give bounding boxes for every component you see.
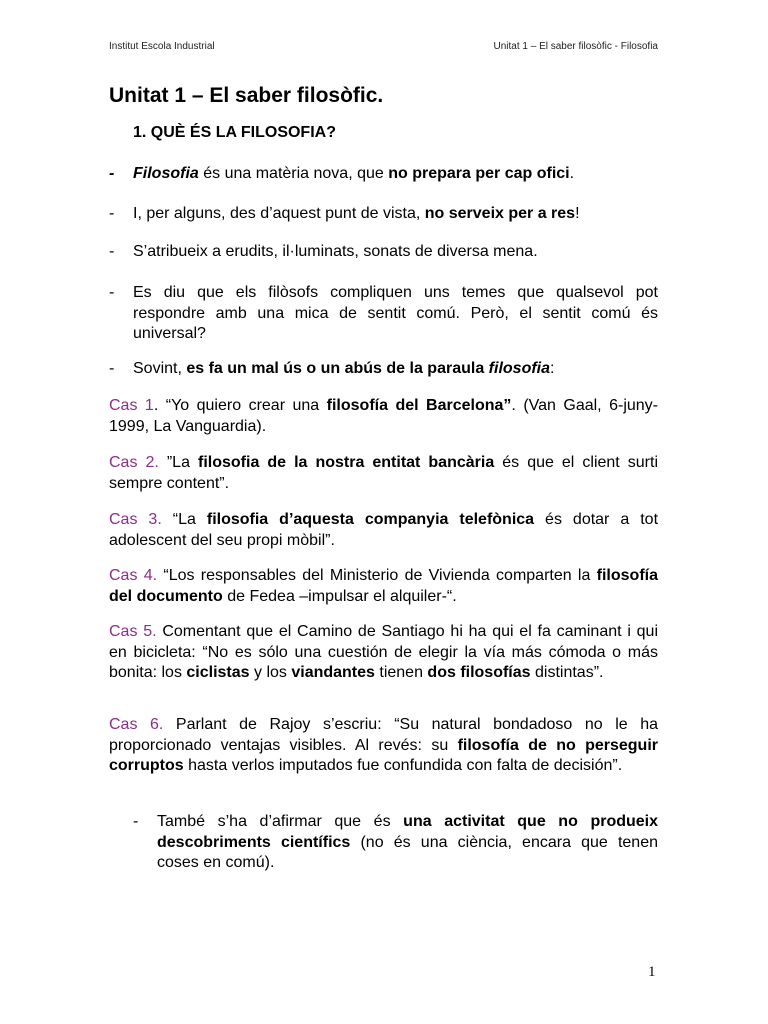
case-text: Comentant que el Camino de Santiago hi ha qui el fa caminant i qui en bicicleta: “No es sólo una cuestión de elegir la vía más cómoda o más bonita: los (109, 623, 658, 681)
bullet-item (109, 164, 658, 185)
case-paragraph (109, 622, 658, 684)
case-emphasis: filosofia de la nostra entitat bancària (198, 454, 495, 471)
case-emphasis: filosofía de no perseguir corruptos (109, 736, 659, 774)
case-emphasis: filosofia d’aquesta companyia telefònica (206, 511, 535, 528)
bullet-text: I, per alguns, des d’aquest punt de vista, (133, 205, 425, 222)
case-text: és dotar a tot adolescent del seu propi mòbil”. (109, 511, 659, 549)
case-paragraph (109, 510, 658, 551)
case-paragraph (109, 566, 658, 607)
bullet-term: Filosofia (133, 165, 199, 182)
bullet-text: També s’ha d’afirmar que és (157, 813, 404, 830)
case-paragraph (109, 715, 658, 777)
case-label: Cas 5. (109, 623, 157, 640)
header-institution: Institut Escola Industrial (109, 41, 215, 52)
bullet-text: . (569, 165, 575, 182)
bullet-item (109, 242, 658, 263)
bullet-text: és una matèria nova, que (198, 165, 389, 182)
bullet-text: (no és una ciència, encara que tenen coses en comú). (157, 833, 658, 871)
case-label: Cas 4. (109, 567, 158, 584)
bullet-item (133, 812, 658, 874)
bullet-emphasis: no prepara per cap ofici (388, 165, 570, 182)
case-text: . “Yo quiero crear una (153, 397, 327, 414)
bullet-dash: - (109, 205, 115, 222)
bullet-emphasis: es fa un mal ús o un abús de la paraula (186, 360, 489, 377)
case-text: . (Van Gaal, 6-juny-1999, La Vanguardia). (109, 397, 659, 435)
bullet-dash: - (109, 243, 115, 260)
bullet-text: Es diu que els filòsofs compliquen uns temes que qualsevol pot respondre amb una mica de sentit comú. Però, el sentit comú és universal? (133, 284, 658, 342)
bullet-term: filosofia (488, 360, 551, 377)
bullet-emphasis: no serveix per a res (424, 205, 576, 222)
header-unit: Unitat 1 – El saber filosòfic - Filosofia (493, 41, 658, 52)
page-title: Unitat 1 – El saber filosòfic. (109, 84, 384, 107)
case-text: distintas”. (530, 664, 604, 681)
bullet-item (109, 204, 658, 225)
case-label: Cas 1 (109, 397, 154, 414)
case-paragraph (109, 453, 658, 494)
bullet-text: Sovint, (133, 360, 187, 377)
case-emphasis: filosofía del documento (109, 567, 658, 605)
bullet-item (109, 359, 658, 380)
case-text: “Los responsables del Ministerio de Vivienda comparten la (157, 567, 597, 584)
case-text: tienen (374, 664, 428, 681)
case-emphasis: dos filosofías (427, 664, 531, 681)
case-emphasis: ciclistas (186, 664, 250, 681)
case-text: hasta verlos imputados fue confundida con falta de decisión”. (183, 757, 623, 774)
case-text: “La (161, 511, 207, 528)
bullet-text: S’atribueix a erudits, il·luminats, sonats de diversa mena. (133, 243, 538, 260)
bullet-dash: - (109, 360, 115, 377)
case-emphasis: viandantes (291, 664, 375, 681)
bullet-dash: - (109, 165, 115, 182)
bullet-item (109, 283, 658, 345)
case-label: Cas 3. (109, 511, 162, 528)
case-text: de Fedea –impulsar el alquiler-“. (222, 587, 457, 605)
case-label: Cas 6. (109, 716, 164, 733)
bullet-dash: - (109, 284, 115, 301)
bullet-emphasis: una activitat que no produeix descobriments científics (157, 813, 659, 851)
bullet-dash: - (133, 813, 139, 830)
section-heading: 1. QUÈ ÉS LA FILOSOFIA? (133, 124, 336, 141)
case-text: Parlant de Rajoy s’escriu: “Su natural bondadoso no le ha proporcionado ventajas visibles. Al revés: su (109, 716, 658, 754)
case-emphasis: filosofía del Barcelona” (326, 397, 512, 414)
bullet-text: ! (575, 205, 580, 222)
case-text: és que el client surti sempre content”. (109, 454, 659, 492)
case-paragraph (109, 396, 658, 437)
bullet-text: : (550, 360, 555, 377)
case-label: Cas 2. (109, 454, 159, 471)
case-text: ”La (158, 454, 199, 471)
case-text: y los (249, 664, 292, 681)
page-number: 1 (648, 964, 656, 980)
